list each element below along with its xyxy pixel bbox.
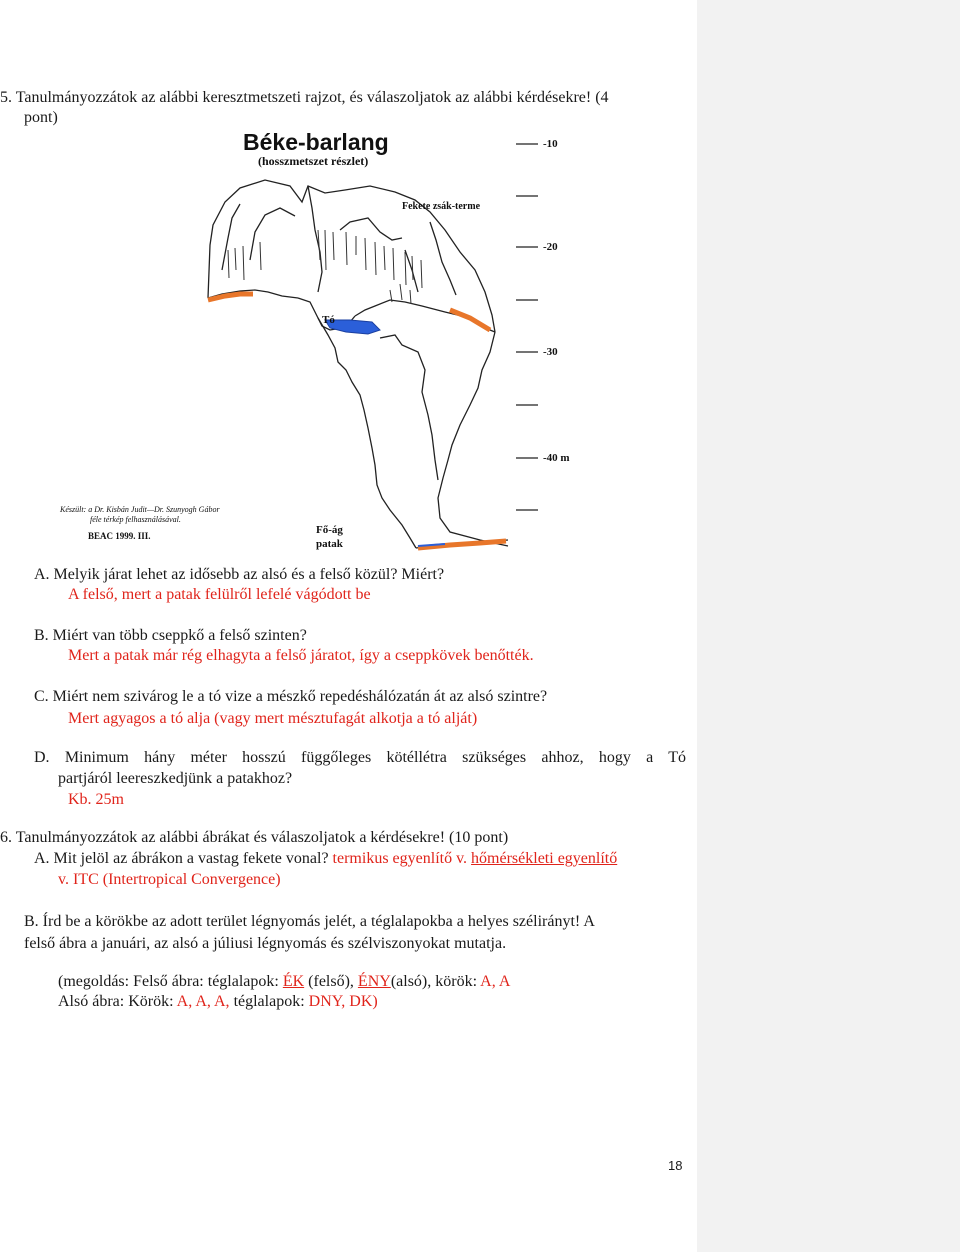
cave-outline [208, 180, 508, 548]
q6-a-answer-3: v. ITC (Intertropical Convergence) [58, 871, 281, 888]
depth-label-40: -40 m [543, 452, 570, 464]
q5-heading: 5. Tanulmányozzátok az alábbi keresztmetszeti rajzot, és válaszoljatok az alábbi kérdésekre! (4 [0, 89, 609, 106]
q6-solution-line2 [58, 992, 378, 1012]
figure-subtitle: (hosszmetszet részlet) [258, 154, 369, 168]
q5-a-answer: A felső, mert a patak felülről lefelé vágódott be [68, 586, 371, 603]
label-stream-2: patak [316, 538, 343, 550]
credit-line3: BEAC 1999. III. [88, 531, 151, 541]
figure-title: Béke-barlang [243, 129, 389, 155]
sol1-mid1: (felső), [308, 973, 354, 990]
q6-a-answer-1: termikus egyenlítő v. [332, 850, 468, 867]
q5-d-question-line2: partjáról leereszkedjünk a patakhoz? [58, 770, 293, 787]
q5-a-question: A. Melyik járat lehet az idősebb az alsó és a felső közül? Miért? [34, 566, 445, 583]
q5-b-answer: Mert a patak már rég elhagyta a felső járatot, így a cseppkövek benőtték. [68, 647, 534, 664]
depth-label-20: -20 [543, 241, 558, 253]
depth-scale [516, 144, 538, 510]
sol2-prefix: Alsó ábra: Körök: [58, 993, 174, 1010]
label-lake: Tó [322, 314, 335, 326]
q5-c-answer: Mert agyagos a tó alja (vagy mert mésztufagát alkotja a tó alját) [68, 710, 478, 727]
stalactites [228, 230, 422, 304]
depth-label-30: -30 [543, 346, 558, 358]
q5-d-answer: Kb. 25m [68, 791, 124, 808]
q6-a-answer-2: hőmérsékleti egyenlítő [471, 850, 618, 867]
q5-c-question: C. Miért nem szivárog le a tó vize a mészkő repedéshálózatán át az alsó szintre? [34, 688, 548, 705]
q6-heading: 6. Tanulmányozzátok az alábbi ábrákat és válaszoljatok a kérdésekre! (10 pont) [0, 829, 509, 846]
sol1-circles: A, A [480, 973, 511, 990]
q6-b-question-line1: B. Írd be a körökbe az adott terület légnyomás jelét, a téglalapokba a helyes szélirányt! A [24, 913, 595, 930]
sol1-prefix: (megoldás: Felső ábra: téglalapok: [58, 973, 279, 990]
credit-line1: Készült: a Dr. Kisbán Judit—Dr. Szunyogh Gábor [60, 505, 220, 514]
q5-heading-cont: pont) [24, 109, 58, 126]
q6-a-question: A. Mit jelöl az ábrákon a vastag fekete vonal? [34, 850, 329, 867]
upper-sediment-right [450, 310, 490, 330]
cave-cross-section-figure [50, 120, 610, 560]
sol2-rects: DNY, DK) [308, 993, 378, 1010]
label-stream-1: Fő-ág [316, 524, 343, 536]
credit-line2: féle térkép felhasználásával. [90, 515, 181, 524]
upper-sediment-left [208, 294, 253, 300]
sol1-eny: ÉNY [357, 973, 391, 990]
comment-sidebar [697, 0, 960, 1252]
sol1-mid2: (alsó), körök: [390, 973, 478, 990]
page-number: 18 [668, 1158, 683, 1173]
q5-b-question: B. Miért van több cseppkő a felső szinten? [34, 627, 307, 644]
label-chamber: Fekete zsák-terme [402, 201, 481, 212]
sol2-mid: téglalapok: [233, 993, 305, 1010]
q6-b-question-line2: felső ábra a januári, az alsó a júliusi légnyomás és szélviszonyokat mutatja. [24, 935, 507, 952]
q5-d-question-line1: D. Minimum hány méter hosszú függőleges kötéllétra szükséges ahhoz, hogy a Tó [34, 749, 686, 766]
q6-a-line1 [34, 849, 617, 869]
q6-solution-line1 [58, 972, 510, 992]
depth-label-10: -10 [543, 138, 558, 150]
sol1-ek: ÉK [282, 973, 305, 990]
sol2-circles: A, A, A, [176, 993, 230, 1010]
